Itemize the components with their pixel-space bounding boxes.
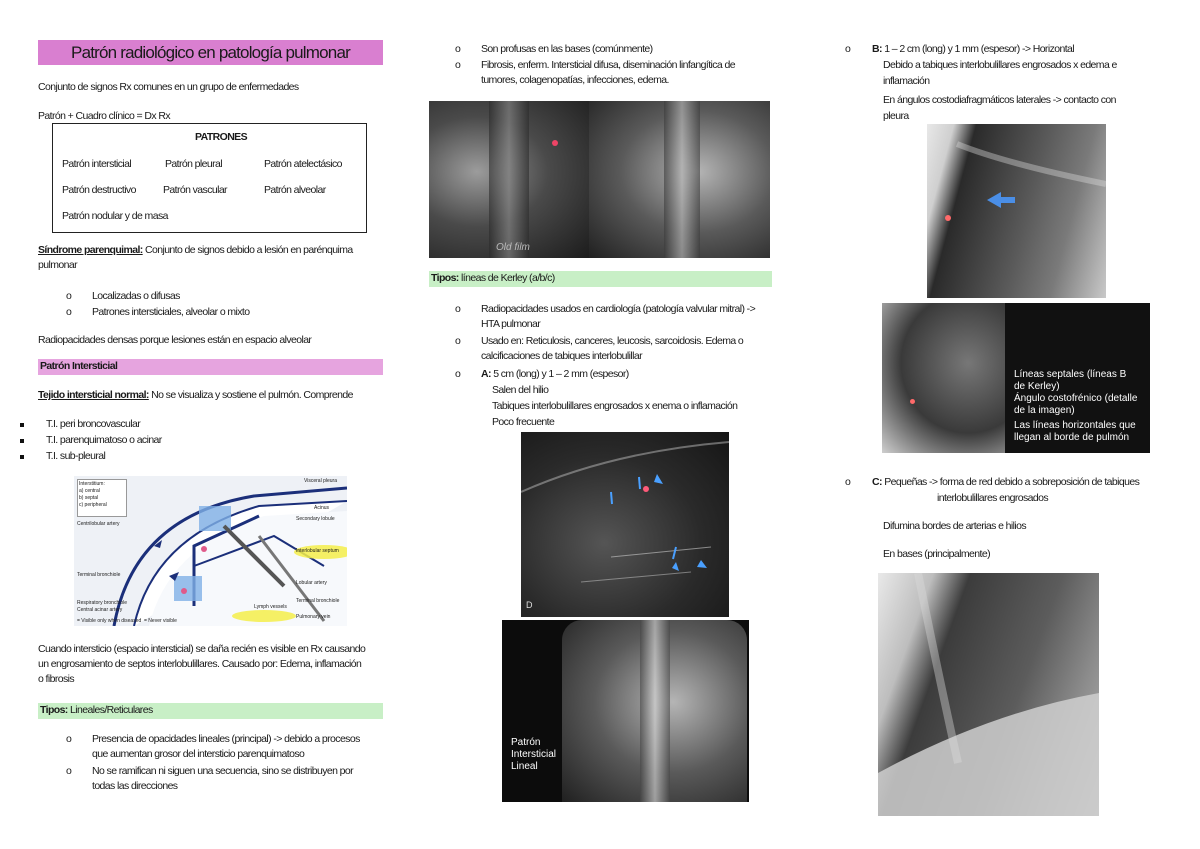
tejido-item: T.I. parenquimatoso o acinar xyxy=(46,434,162,446)
page-title: Patrón radiológico en patología pulmonar xyxy=(38,40,383,65)
kerley-b-text: 1 – 2 cm (long) y 1 mm (espesor) -> Horizontal xyxy=(884,43,1074,55)
patron-item: Patrón atelectásico xyxy=(264,158,342,170)
kerley-bullet: Radiopacidades usados en cardiología (patología valvular mitral) -> xyxy=(481,303,756,315)
interstitium-diagram xyxy=(74,476,347,626)
diagram-label: Respiratory bronchiole xyxy=(77,600,128,606)
image-letter: D xyxy=(526,600,533,610)
sindrome-bullet: Patrones intersticiales, alveolar o mixto xyxy=(92,306,250,318)
kerley-c-image xyxy=(878,573,1099,816)
kerley-tipos-text: líneas de Kerley (a/b/c) xyxy=(461,272,555,284)
patron-item: Patrón pleural xyxy=(165,158,222,170)
tipos-bullet: que aumentan grosor del intersticio parenquimatoso xyxy=(92,748,305,760)
diagram-label: Interlobular septum xyxy=(296,548,339,554)
diagram-label: Centrilobular artery xyxy=(77,521,120,527)
kerley-b-label: B: xyxy=(872,43,882,55)
diagram-label: Lobular artery xyxy=(296,580,327,586)
xray-image xyxy=(429,101,589,258)
tipos-bullet: todas las direcciones xyxy=(92,780,178,792)
septal-caption: Líneas septales (líneas B xyxy=(1014,369,1127,380)
kerley-c-text-2: interlobulillares engrosados xyxy=(937,492,1049,504)
diagram-label: Central acinar artery xyxy=(77,607,123,613)
kerley-c-line: Difumina bordes de arterias e hilios xyxy=(883,520,1026,532)
kerley-b-line: Debido a tabiques interlobulillares engrosados x edema e xyxy=(883,59,1117,71)
diagram-label: Terminal bronchiole xyxy=(296,598,340,604)
dano-text: o fibrosis xyxy=(38,673,75,685)
oldfilm-label: Old film xyxy=(496,242,530,253)
septal-caption: Ángulo costofrénico (detalle xyxy=(1014,393,1138,404)
kerley-a-line: Tabiques interlobulillares engrosados x enema o inflamación xyxy=(492,400,738,412)
kerley-tipos-label: Tipos: xyxy=(431,272,459,284)
diagram-key: = Visible only when diseased xyxy=(77,618,142,624)
patron-item: Patrón nodular y de masa xyxy=(62,210,168,222)
legend-line: b) septal xyxy=(79,495,99,501)
septal-caption: de Kerley) xyxy=(1014,381,1060,392)
tejido-label: Tejido intersticial normal: xyxy=(38,389,149,401)
radiopac-text: Radiopacidades densas porque lesiones están en espacio alveolar xyxy=(38,334,312,346)
tipos-label: Tipos: xyxy=(40,704,68,716)
diagram-label: Acinus xyxy=(314,505,330,511)
kerley-a-label: A: xyxy=(481,368,491,380)
lineal-label: Lineal xyxy=(511,761,538,772)
kerley-c-line: En bases (principalmente) xyxy=(883,548,990,560)
sindrome-text-2: pulmonar xyxy=(38,259,77,271)
tejido-item: T.I. peri broncovascular xyxy=(46,418,141,430)
kerley-b-image xyxy=(927,124,1106,298)
diagram-label: Pulmonary vein xyxy=(296,614,331,620)
dano-text: Cuando intersticio (espacio intersticial) se daña recién es visible en Rx causando xyxy=(38,643,366,655)
legend-line: Interstitium: xyxy=(79,481,105,487)
kerley-b-line: inflamación xyxy=(883,75,930,87)
kerley-b-line: En ángulos costodiafragmáticos laterales -> contacto con xyxy=(883,94,1116,106)
formula-text: Patrón + Cuadro clínico = Dx Rx xyxy=(38,110,170,122)
kerley-c-text: Pequeñas -> forma de red debido a sobreposición de tabiques xyxy=(884,476,1140,488)
diagram-label: Lymph vessels xyxy=(254,604,287,610)
legend-line: c) peripheral xyxy=(79,502,107,508)
kerley-a-image xyxy=(521,432,729,617)
intro-text: Conjunto de signos Rx comunes en un grupo de enfermedades xyxy=(38,81,299,93)
diagram-key: = Never visible xyxy=(144,618,177,624)
kerley-bullet: Usado en: Reticulosis, canceres, leucosis, sarcoidosis. Edema o xyxy=(481,335,744,347)
lineal-label: Patrón xyxy=(511,737,541,748)
tejido-item: T.I. sub-pleural xyxy=(46,450,106,462)
diagram-label: Visceral pleura xyxy=(304,478,337,484)
kerley-a-text: 5 cm (long) y 1 – 2 mm (espesor) xyxy=(493,368,629,380)
sindrome-bullet: Localizadas o difusas xyxy=(92,290,180,302)
kerley-a-line: Salen del hilio xyxy=(492,384,549,396)
col2-bullet: Son profusas en las bases (comúnmente) xyxy=(481,43,653,55)
legend-line: a) central xyxy=(79,488,100,494)
dano-text: un engrosamiento de septos interlobulillares. Causado por: Edema, inflamación xyxy=(38,658,362,670)
lineal-image xyxy=(502,620,749,802)
diagram-label: Terminal bronchiole xyxy=(77,572,121,578)
sindrome-text: Conjunto de signos debido a lesión en parénquima xyxy=(145,244,353,256)
col2-bullet: tumores, colagenopatías, infecciones, edema. xyxy=(481,74,669,86)
diagram-label: Secondary lobule xyxy=(296,516,335,522)
kerley-bullet: HTA pulmonar xyxy=(481,318,541,330)
kerley-c-label: C: xyxy=(872,476,882,488)
tipos-text: Lineales/Reticulares xyxy=(70,704,153,716)
patron-item: Patrón vascular xyxy=(163,184,227,196)
tejido-text: No se visualiza y sostiene el pulmón. Comprende xyxy=(151,389,353,401)
septal-caption: Las líneas horizontales que xyxy=(1014,420,1136,431)
intersticial-heading: Patrón Intersticial xyxy=(40,360,118,372)
septal-caption: llegan al borde de pulmón xyxy=(1014,432,1130,443)
col2-bullet: Fibrosis, enferm. Intersticial difusa, diseminación linfangítica de xyxy=(481,59,735,71)
xray-image xyxy=(589,101,770,258)
septal-caption: de la imagen) xyxy=(1014,405,1075,416)
patron-item: Patrón intersticial xyxy=(62,158,132,170)
kerley-a-line: Poco frecuente xyxy=(492,416,555,428)
sindrome-label: Síndrome parenquimal: xyxy=(38,244,143,256)
kerley-bullet: calcificaciones de tabiques interlobulillar xyxy=(481,350,642,362)
patrones-heading: PATRONES xyxy=(195,131,247,143)
tipos-bullet: Presencia de opacidades lineales (principal) -> debido a procesos xyxy=(92,733,360,745)
tipos-bullet: No se ramifican ni siguen una secuencia, sino se distribuyen por xyxy=(92,765,354,777)
patron-item: Patrón destructivo xyxy=(62,184,136,196)
patrones-box xyxy=(52,123,367,233)
kerley-b-line: pleura xyxy=(883,110,909,122)
septal-image xyxy=(882,303,1150,453)
lineal-label: Intersticial xyxy=(511,749,557,760)
patron-item: Patrón alveolar xyxy=(264,184,326,196)
